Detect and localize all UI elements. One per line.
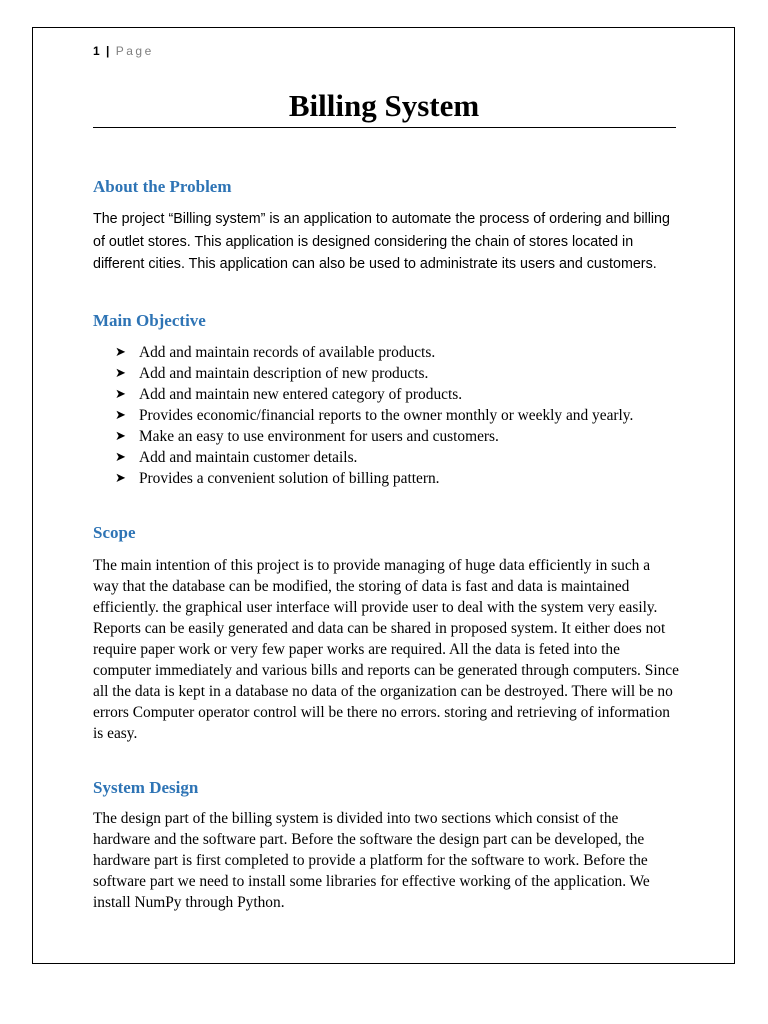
arrow-bullet-icon: ➤ (115, 408, 126, 423)
paragraph-scope: The main intention of this project is to provide managing of huge data efficiently in such a way that the database can be modified, the storing of data is fast and data is maintained efficiently. the graphical user interface will provide user to deal with the system very easily. Reports can be easily generated and data can be shared in proposed system. It either does not require paper work or very few paper works are required. All the data is feted into the computer immediately and various bills and reports can be generated through computers. Since all the data is kept in a database no data of the organization can be destroyed. There will be no errors Computer operator control will be there no errors. storing and retrieving of information is easy. (93, 557, 679, 742)
arrow-bullet-icon: ➤ (115, 450, 126, 465)
objective-list (115, 342, 675, 489)
arrow-bullet-icon: ➤ (115, 471, 126, 486)
page-number-separator: | (106, 44, 110, 58)
arrow-bullet-icon: ➤ (115, 345, 126, 360)
list-item: ➤ Add and maintain description of new products. (115, 365, 429, 382)
arrow-bullet-icon: ➤ (115, 429, 126, 444)
heading-system-design: System Design (93, 778, 199, 797)
list-item: ➤ Add and maintain records of available products. (115, 344, 436, 361)
list-item: ➤ Make an easy to use environment for users and customers. (115, 428, 499, 445)
heading-main-objective: Main Objective (93, 311, 206, 330)
page-number: 1 (93, 44, 101, 58)
page-number-header (93, 44, 154, 58)
list-item: ➤ Add and maintain new entered category of products. (115, 386, 463, 403)
paragraph-system-design: The design part of the billing system is divided into two sections which consist of the hardware and the software part. Before the software the design part can be developed, the hardware part is first completed to provide a platform for the software to work. Before the software part we need to install some libraries for effective working of the application. We install NumPy through Python. (93, 810, 650, 911)
page-label: Page (115, 44, 154, 58)
document-title: Billing System (288, 88, 480, 123)
list-item: ➤ Provides a convenient solution of billing pattern. (115, 470, 440, 487)
list-item: ➤ Add and maintain customer details. (115, 449, 358, 466)
arrow-bullet-icon: ➤ (115, 387, 126, 402)
paragraph-about-problem: The project “Billing system” is an application to automate the process of ordering and billing of outlet stores. This application is designed considering the chain of stores located in different cities. This application can also be used to administrate its users and customers. (93, 211, 670, 272)
heading-about-problem: About the Problem (93, 177, 232, 196)
heading-scope: Scope (93, 523, 136, 542)
list-item: ➤ Provides economic/financial reports to the owner monthly or weekly and yearly. (115, 407, 634, 424)
arrow-bullet-icon: ➤ (115, 366, 126, 381)
title-underline (93, 127, 676, 128)
